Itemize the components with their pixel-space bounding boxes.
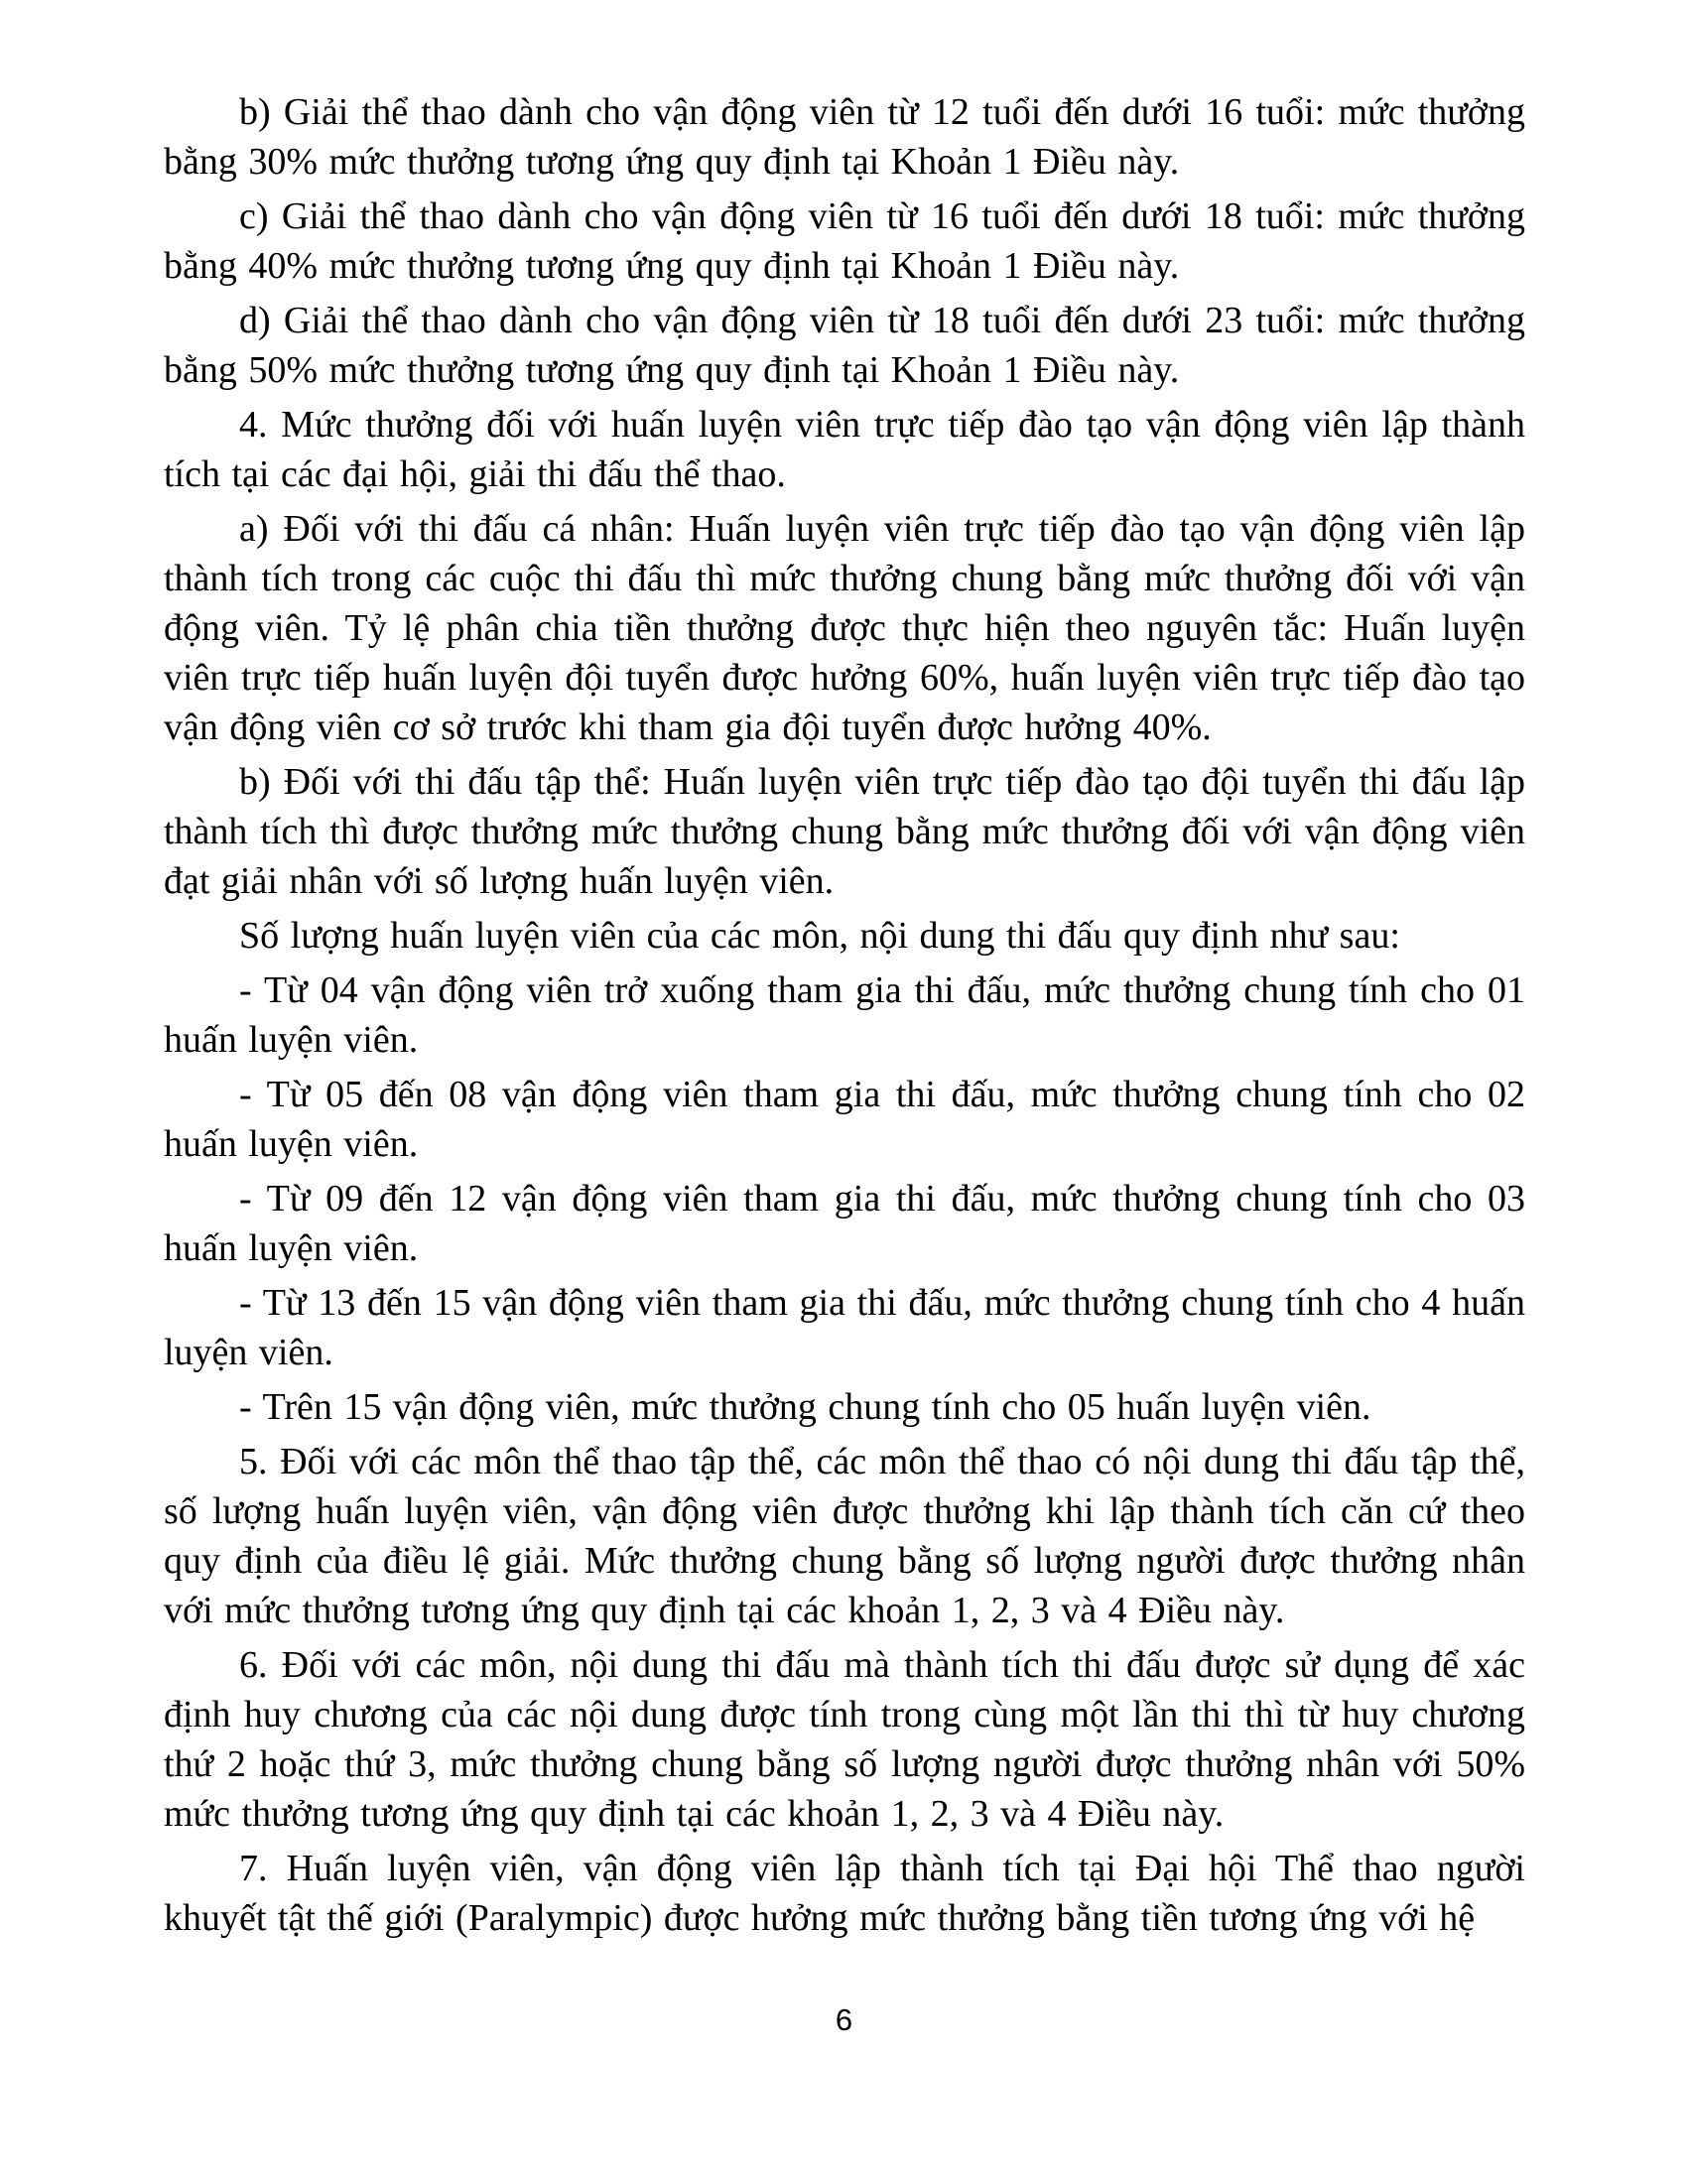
paragraph-clause-4: 4. Mức thưởng đối với huấn luyện viên trực tiếp đào tạo vận động viên lập thành tích tại các đại hội, giải thi đấu thể thao. <box>164 404 1525 495</box>
paragraph-clause-4b: b) Đối với thi đấu tập thể: Huấn luyện viên trực tiếp đào tạo đội tuyển thi đấu lập thành tích thì được thưởng mức thưởng chung bằng mức thưởng đối với vận động viên đạt giải nhân với số lượng huấn luyện viên. <box>164 761 1525 902</box>
paragraph-clause-6: 6. Đối với các môn, nội dung thi đấu mà thành tích thi đấu được sử dụng để xác định huy chương của các nội dung được tính trong cùng một lần thi thì từ huy chương thứ 2 hoặc thứ 3, mức thưởng chung bằng số lượng người được thưởng nhân với 50% mức thưởng tương ứng quy định tại các khoản 1, 2, 3 và 4 Điều này. <box>164 1644 1525 1835</box>
list-item-up-to-04-athletes: - Từ 04 vận động viên trở xuống tham gia thi đấu, mức thưởng chung tính cho 01 huấn luyện viên. <box>164 969 1525 1061</box>
paragraph-clause-4a: a) Đối với thi đấu cá nhân: Huấn luyện viên trực tiếp đào tạo vận động viên lập thành tích trong các cuộc thi đấu thì mức thưởng chung bằng mức thưởng đối với vận động viên. Tỷ lệ phân chia tiền thưởng được thực hiện theo nguyên tắc: Huấn luyện viên trực tiếp huấn luyện đội tuyển được hưởng 60%, huấn luyện viên trực tiếp đào tạo vận động viên cơ sở trước khi tham gia đội tuyển được hưởng 40%. <box>164 508 1525 748</box>
paragraph-clause-5: 5. Đối với các môn thể thao tập thể, các môn thể thao có nội dung thi đấu tập thể, số lượng huấn luyện viên, vận động viên được thưởng khi lập thành tích căn cứ theo quy định của điều lệ giải. Mức thưởng chung bằng số lượng người được thưởng nhân với mức thưởng tương ứng quy định tại các khoản 1, 2, 3 và 4 Điều này. <box>164 1441 1525 1631</box>
document-body <box>164 87 1525 1948</box>
paragraph-clause-7: 7. Huấn luyện viên, vận động viên lập thành tích tại Đại hội Thể thao người khuyết tật thế giới (Paralympic) được hưởng mức thưởng bằng tiền tương ứng với hệ <box>164 1848 1525 1939</box>
paragraph-c-age-16-18: c) Giải thể thao dành cho vận động viên từ 16 tuổi đến dưới 18 tuổi: mức thưởng bằng 40% mức thưởng tương ứng quy định tại Khoản 1 Điều này. <box>164 195 1525 287</box>
list-item-13-to-15-athletes: - Từ 13 đến 15 vận động viên tham gia thi đấu, mức thưởng chung tính cho 4 huấn luyện viên. <box>164 1282 1525 1373</box>
paragraph-b-age-12-16: b) Giải thể thao dành cho vận động viên từ 12 tuổi đến dưới 16 tuổi: mức thưởng bằng 30% mức thưởng tương ứng quy định tại Khoản 1 Điều này. <box>164 91 1525 183</box>
list-item-05-to-08-athletes: - Từ 05 đến 08 vận động viên tham gia thi đấu, mức thưởng chung tính cho 02 huấn luyện viên. <box>164 1074 1525 1165</box>
paragraph-coach-count-intro: Số lượng huấn luyện viên của các môn, nội dung thi đấu quy định như sau: <box>239 915 1400 957</box>
list-item-09-to-12-athletes: - Từ 09 đến 12 vận động viên tham gia thi đấu, mức thưởng chung tính cho 03 huấn luyện viên. <box>164 1178 1525 1269</box>
page-number: 6 <box>835 2002 853 2037</box>
paragraph-d-age-18-23: d) Giải thể thao dành cho vận động viên từ 18 tuổi đến dưới 23 tuổi: mức thưởng bằng 50% mức thưởng tương ứng quy định tại Khoản 1 Điều này. <box>164 300 1525 391</box>
list-item-over-15-athletes: - Trên 15 vận động viên, mức thưởng chung tính cho 05 huấn luyện viên. <box>239 1386 1371 1428</box>
